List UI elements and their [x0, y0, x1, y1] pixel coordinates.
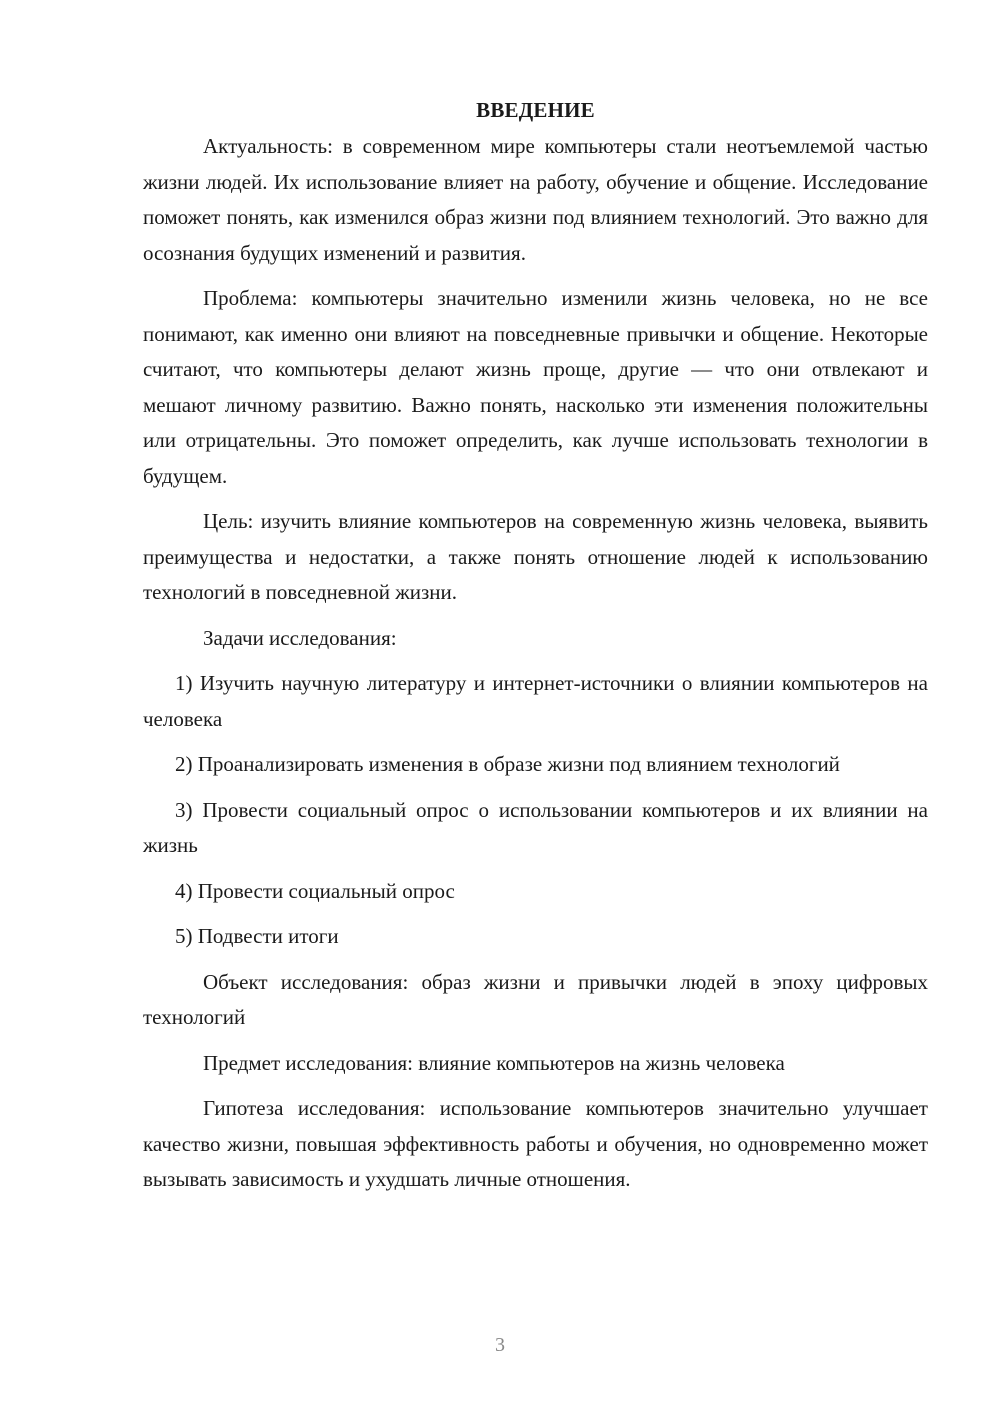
- page-content: [143, 95, 928, 1208]
- goal-paragraph: Цель: изучить влияние компьютеров на современную жизнь человека, выявить преимущества и недостатки, а также понять отношение людей к использованию технологий в повседневной жизни.: [143, 509, 928, 604]
- object-paragraph: Объект исследования: образ жизни и привычки людей в эпоху цифровых технологий: [143, 969, 928, 1029]
- hypothesis-paragraph: Гипотеза исследования: использование компьютеров значительно улучшает качество жизни, повышая эффективность работы и обучения, но одновременно может вызывать зависимость и ухудшать личные отношения.: [143, 1096, 928, 1191]
- page-number: 3: [495, 1334, 505, 1356]
- task-item-2: 2) Проанализировать изменения в образе жизни под влиянием технологий: [175, 752, 840, 776]
- problem-paragraph: Проблема: компьютеры значительно изменили жизнь человека, но не все понимают, как именно они влияют на повседневные привычки и общение. Некоторые считают, что компьютеры делают жизнь проще, другие — что они отвлекают и мешают личному развитию. Важно понять, насколько эти изменения положительны или отрицательны. Это поможет определить, как лучше использовать технологии в будущем.: [143, 286, 928, 488]
- subject-paragraph: Предмет исследования: влияние компьютеров на жизнь человека: [203, 1050, 785, 1075]
- section-title: ВВЕДЕНИЕ: [476, 98, 595, 122]
- task-item-3: 3) Провести социальный опрос о использовании компьютеров и их влиянии на жизнь: [143, 797, 928, 857]
- task-item-5: 5) Подвести итоги: [175, 924, 339, 948]
- task-item-1: 1) Изучить научную литературу и интернет-источники о влиянии компьютеров на человека: [143, 671, 928, 731]
- tasks-heading: Задачи исследования:: [203, 625, 397, 650]
- relevance-paragraph: Актуальность: в современном мире компьютеры стали неотъемлемой частью жизни людей. Их использование влияет на работу, обучение и общение. Исследование поможет понять, как изменился образ жизни под влиянием технологий. Это важно для осознания будущих изменений и развития.: [143, 134, 928, 265]
- task-item-4: 4) Провести социальный опрос: [175, 878, 455, 903]
